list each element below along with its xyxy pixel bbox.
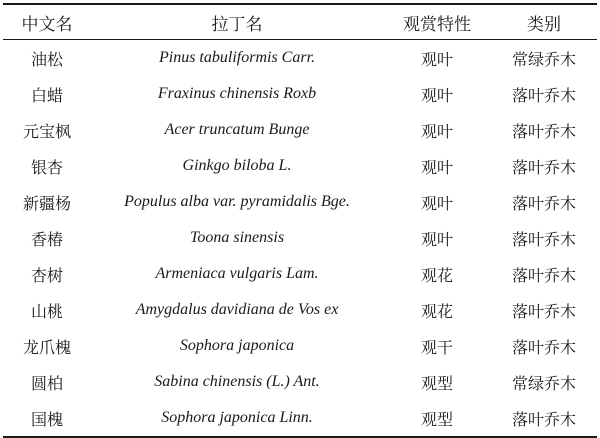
cell-cn-name: 新疆杨 [22,193,71,213]
cell-latin-name: Populus alba var. pyramidalis Bge. [124,193,350,210]
cell-ornamental: 观叶 [420,121,453,141]
cell-latin-name: Fraxinus chinensis Roxb [157,85,317,102]
cell-latin-name: Armeniaca vulgaris Lam. [155,265,319,282]
table-header [3,4,597,40]
cell-cn-name: 山桃 [30,301,63,321]
cell-latin-name: Amygdalus davidiana de Vos ex [135,301,339,318]
cell-category: 落叶乔木 [511,409,576,429]
cell-ornamental: 观型 [420,373,453,393]
cell-ornamental: 观干 [420,337,453,357]
header-category: 类别 [527,14,561,35]
cell-category: 落叶乔木 [511,265,576,285]
table-row [3,400,597,437]
cell-latin-name: Pinus tabuliformis Carr. [158,49,316,66]
cell-category: 落叶乔木 [511,301,576,321]
cell-category: 常绿乔木 [511,373,576,393]
header-ornamental: 观赏特性 [403,14,471,35]
header-latin-name: 拉丁名 [211,14,263,35]
cell-category: 常绿乔木 [511,49,576,69]
cell-latin-name: Sabina chinensis (L.) Ant. [154,373,320,390]
cell-latin-name: Toona sinensis [189,229,285,246]
header-cn-name: 中文名 [21,14,73,35]
cell-ornamental: 观花 [420,301,453,321]
cell-cn-name: 国槐 [30,409,63,429]
cell-category: 落叶乔木 [511,337,576,357]
cell-cn-name: 元宝枫 [22,121,71,141]
cell-latin-name: Ginkgo biloba L. [182,157,292,174]
cell-latin-name: Sophora japonica Linn. [161,409,313,426]
cell-cn-name: 龙爪槐 [22,337,71,357]
cell-category: 落叶乔木 [511,193,576,213]
cell-cn-name: 白蜡 [30,85,63,105]
cell-category: 落叶乔木 [511,85,576,105]
table-row [3,40,597,77]
cell-cn-name: 杏树 [30,265,63,285]
table-row [3,256,597,292]
cell-cn-name: 圆柏 [30,373,63,393]
cell-ornamental: 观花 [420,265,453,285]
header-row [3,4,597,40]
table-row [3,148,597,184]
table-row [3,112,597,148]
cell-category: 落叶乔木 [511,157,576,177]
table-row [3,328,597,364]
cell-cn-name: 油松 [30,49,63,69]
cell-cn-name: 香椿 [30,229,63,249]
table-row [3,292,597,328]
cell-ornamental: 观叶 [420,229,453,249]
table-row [3,220,597,256]
table-row [3,364,597,400]
plant-table [3,3,597,438]
cell-ornamental: 观叶 [420,157,453,177]
cell-category: 落叶乔木 [511,229,576,249]
cell-ornamental: 观叶 [420,193,453,213]
cell-latin-name: Sophora japonica [179,337,295,354]
table-row [3,184,597,220]
cell-ornamental: 观叶 [420,85,453,105]
cell-latin-name: Acer truncatum Bunge [164,121,310,138]
cell-category: 落叶乔木 [511,121,576,141]
table-row [3,76,597,112]
cell-ornamental: 观型 [420,409,453,429]
cell-ornamental: 观叶 [420,49,453,69]
table-body [3,40,597,438]
cell-cn-name: 银杏 [30,157,63,177]
